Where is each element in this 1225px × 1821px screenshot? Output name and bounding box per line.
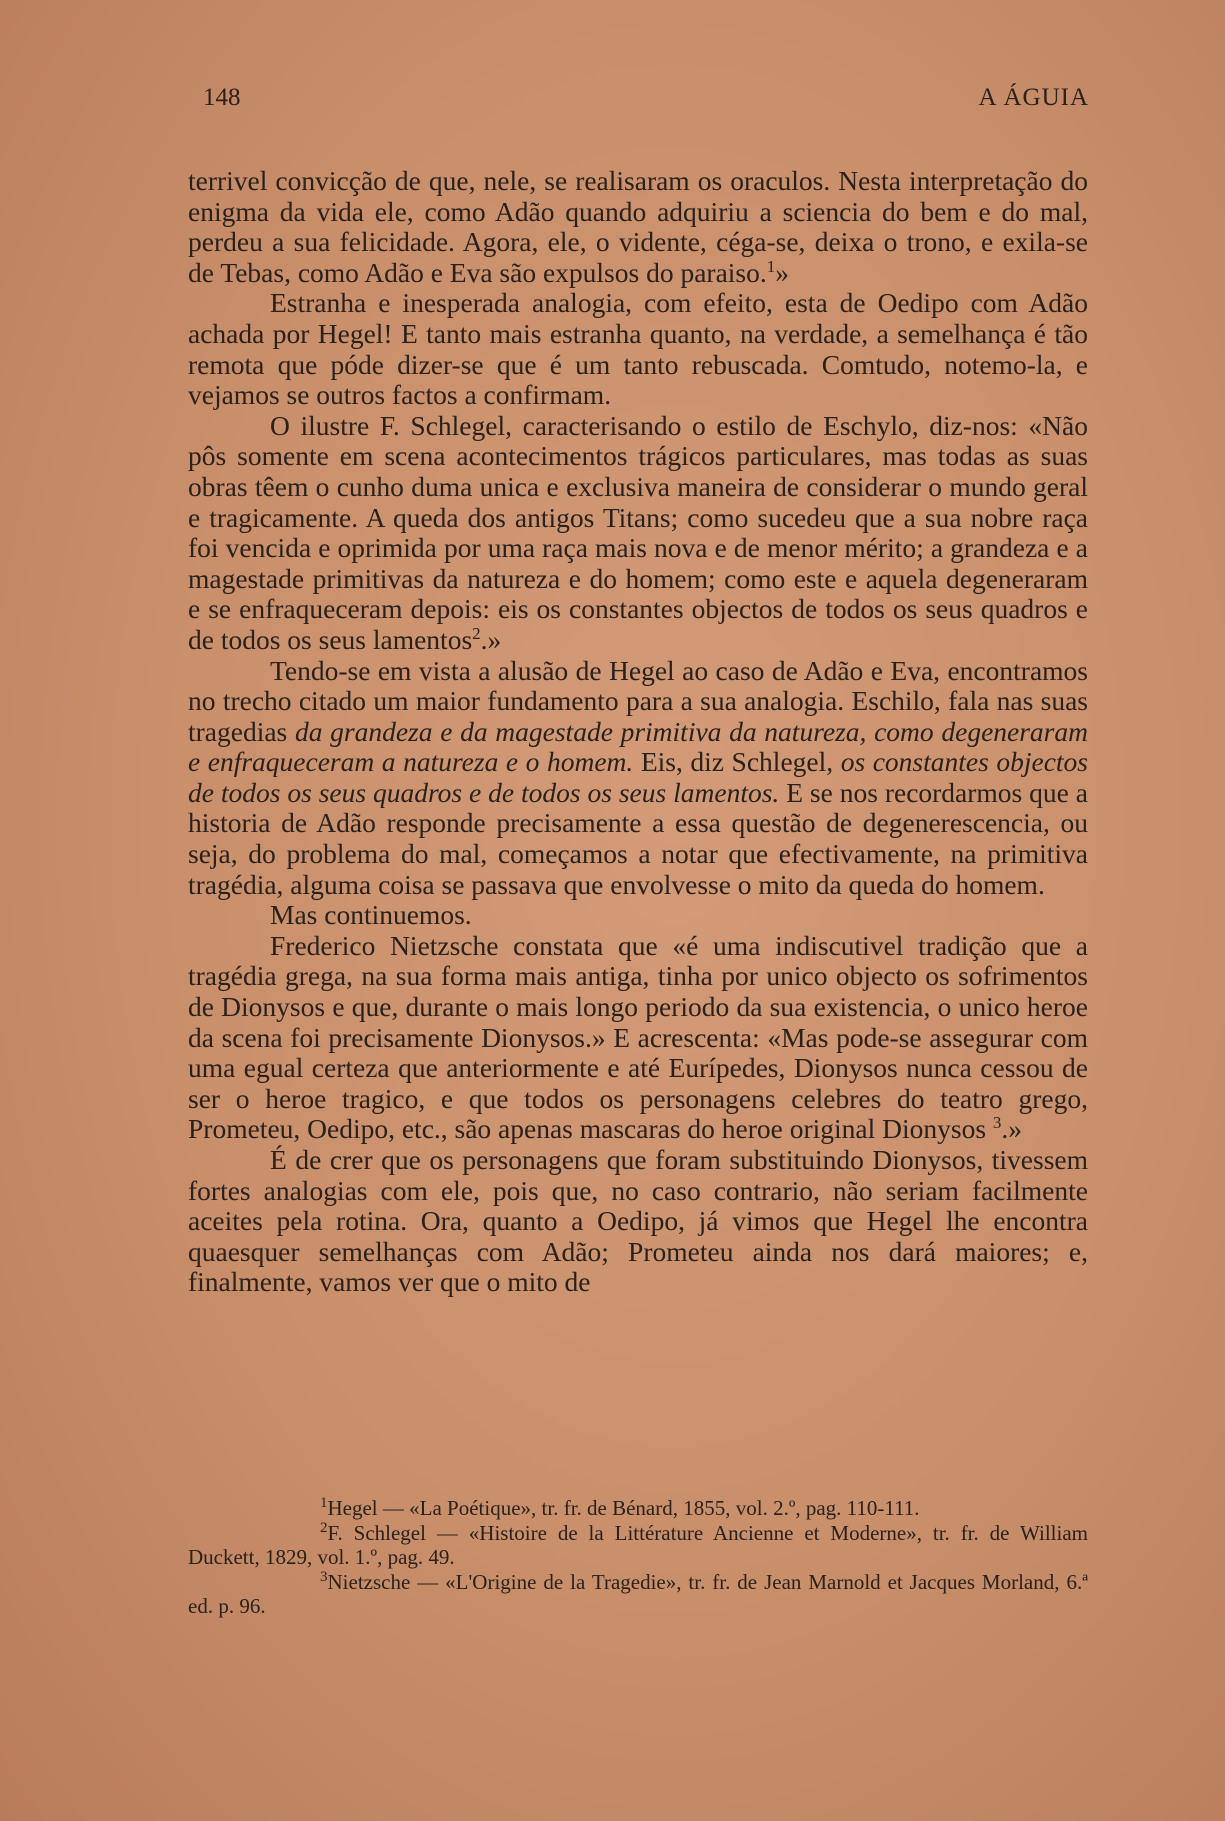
- paragraph: [188, 656, 1088, 901]
- text-run: Frederico Nietzsche constata que «é uma indiscutivel tradição que a tragédia grega, na sua forma mais antiga, tinha por unico objecto os sofrimentos de Dionysos e que, durante o mais longo periodo da sua existencia, o unico heroe da scena foi precisamente Dionysos.» E acrescenta: «Mas pode-se assegurar com uma egual certeza que anteriormente e até Eurípedes, Dionysos nunca cessou de ser o heroe tragico, e que todos os personagens celebres do teatro grego, Prometeu, Oedipo, etc., são apenas mascaras do heroe original Dionysos: [188, 929, 1088, 1145]
- page-number: 148: [203, 84, 241, 111]
- paragraph: [188, 288, 1088, 410]
- footnote-text: Hegel — «La Poétique», tr. fr. de Bénard, 1855, vol. 2.º, pag. 110-111.: [327, 1496, 920, 1520]
- text-run: »: [775, 256, 789, 288]
- text-run: Eis, diz Schlegel,: [633, 746, 841, 778]
- text-run: O ilustre F. Schlegel, caracterisando o estilo de Eschylo, diz-nos: «Não pôs somente em scena acontecimentos trágicos particulares, mas todas as suas obras têem o cunho duma unica e exclusiva maneira de considerar o mundo geral e tragicamente. A queda dos antigos Titans; como sucedeu que a sua nobre raça foi vencida e oprimida por uma raça mais nova e de menor mérito; a grandeza e a magestade primitivas da natureza e do homem; como este e aquela degeneraram e se enfraqueceram depois: eis os constantes objectos de todos os seus quadros e de todos os seus lamentos: [188, 409, 1088, 655]
- running-title: A ÁGUIA: [978, 84, 1089, 111]
- paragraph: [188, 1145, 1088, 1298]
- text-run: .»: [1001, 1113, 1023, 1145]
- text-run: .»: [480, 623, 502, 655]
- footnote-text: Nietzsche — «L'Origine de la Tragedie», tr. fr. de Jean Marnold et Jacques Morland, 6.ª ed. p. 96.: [188, 1569, 1088, 1618]
- footnote: 3Nietzsche — «L'Origine de la Tragedie», tr. fr. de Jean Marnold et Jacques Morland, 6.ª ed. p. 96.: [188, 1568, 1088, 1618]
- text-run: terrivel convicção de que, nele, se realisaram os oraculos. Nesta interpretação do enigma da vida ele, como Adão quando adquiriu a sciencia do bem e do mal, perdeu a sua felicidade. Agora, ele, o vidente, céga-se, deixa o trono, e exila-se de Tebas, como Adão e Eva são expulsos do paraiso.: [188, 165, 1088, 288]
- body-text: [188, 166, 1088, 1298]
- footnote-reference: 1: [766, 256, 776, 276]
- footnote-reference: 2: [472, 623, 481, 643]
- text-run: Mas continuemos.: [270, 899, 472, 931]
- text-run: E se nos recordarmos que a historia de Adão responde precisamente a essa questão de degenerescencia, ou seja, do problema do mal, começamos a notar que efectivamente, na primitiva tragédia, alguma coisa se passava que envolvesse o mito da queda do homem.: [188, 776, 1088, 900]
- page-header: [203, 84, 1089, 118]
- footnote-reference: 3: [992, 1113, 1002, 1133]
- text-run: Estranha e inesperada analogia, com efeito, esta de Oedipo com Adão achada por Hegel! E tanto mais estranha quanto, na verdade, a semelhança é tão remota que póde dizer-se que é um tanto rebuscada. Comtudo, notemo-la, e vejamos se outros factos a confirmam.: [188, 287, 1088, 411]
- footnote-text: F. Schlegel — «Histoire de la Littérature Ancienne et Moderne», tr. fr. de William Duckett, 1829, vol. 1.º, pag. 49.: [188, 1520, 1088, 1569]
- italic-quote: os constantes objectos de todos os seus quadros e de todos os seus lamentos.: [188, 746, 1088, 808]
- paragraph: [188, 411, 1088, 656]
- footnote: 1Hegel — «La Poétique», tr. fr. de Bénard, 1855, vol. 2.º, pag. 110-111.: [320, 1495, 920, 1520]
- text-run: Tendo-se em vista a alusão de Hegel ao caso de Adão e Eva, encontramos no trecho citado um maior fundamento para a sua analogia. Eschilo, fala nas suas tragedias: [188, 654, 1088, 747]
- paragraph: [188, 931, 1088, 1145]
- text-run: É de crer que os personagens que foram substituindo Dionysos, tivessem fortes analogias com ele, pois que, no caso contrario, não seriam facilmente aceites pela rotina. Ora, quanto a Oedipo, já vimos que Hegel lhe encontra quaesquer semelhanças com Adão; Prometeu ainda nos dará maiores; e, finalmente, vamos ver que o mito de: [188, 1144, 1088, 1298]
- italic-quote: da grandeza e da magestade primitiva da natureza, como degeneraram e enfraqueceram a natureza e o homem.: [188, 715, 1088, 778]
- paragraph: [188, 900, 1088, 931]
- footnotes: [188, 1496, 1088, 1619]
- paragraph: [188, 166, 1088, 288]
- footnote: 2F. Schlegel — «Histoire de la Littérature Ancienne et Moderne», tr. fr. de William Duckett, 1829, vol. 1.º, pag. 49.: [188, 1519, 1088, 1569]
